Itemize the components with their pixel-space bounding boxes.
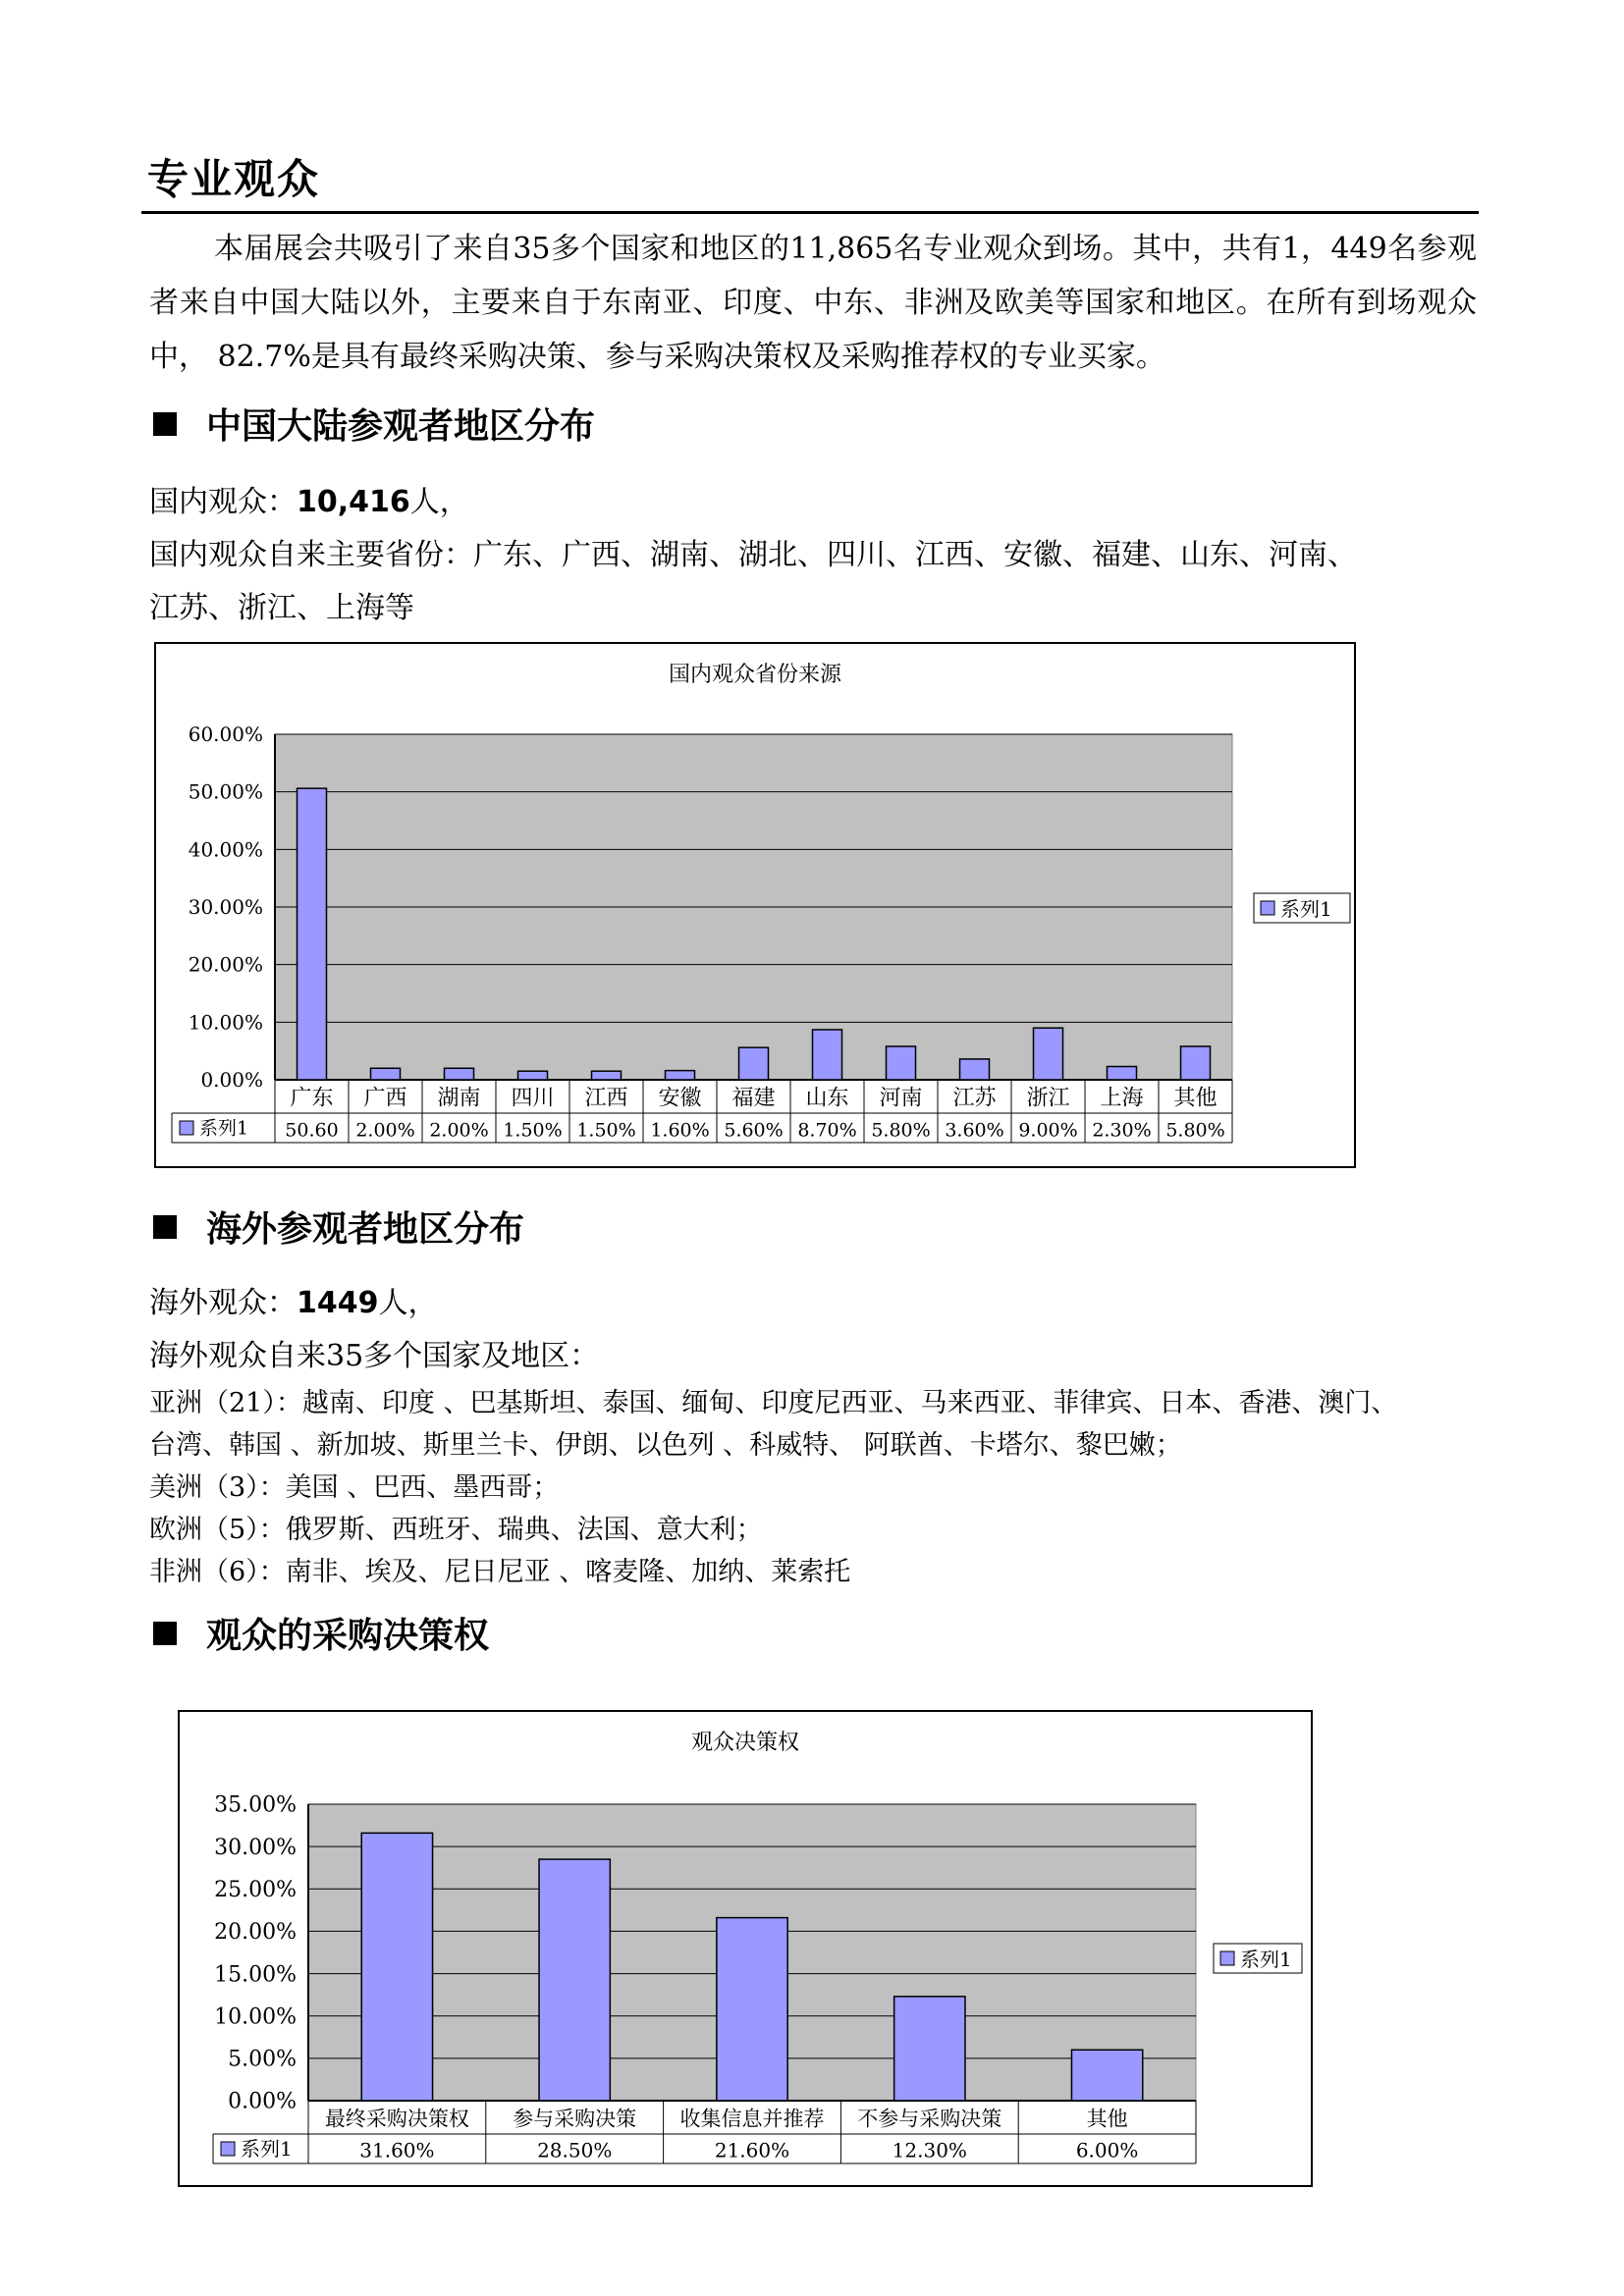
bar (539, 1859, 610, 2101)
bar (445, 1068, 474, 1080)
table-legend-key (221, 2142, 235, 2156)
y-tick-label: 25.00% (214, 1877, 297, 1902)
decision-chart-svg (180, 1712, 1311, 2185)
bullet-square-icon (153, 412, 177, 436)
x-tick-label: 江苏 (952, 1086, 997, 1111)
data-label: 31.60% (359, 2138, 435, 2163)
bar (298, 788, 327, 1080)
y-tick-label: 60.00% (188, 722, 263, 746)
chart-title: 国内观众省份来源 (668, 663, 842, 687)
overseas-countries-intro: 海外观众自来35多个国家及地区： (149, 1339, 600, 1373)
overseas-count: 海外观众：1449人， (149, 1286, 438, 1320)
domestic-chart-svg (156, 644, 1354, 1166)
table-legend-key (180, 1121, 193, 1135)
data-label: 6.00% (1075, 2138, 1139, 2163)
x-tick-label: 安徽 (658, 1086, 702, 1111)
data-label: 1.50% (576, 1119, 636, 1142)
legend-key (1220, 1951, 1234, 1965)
y-tick-label: 10.00% (188, 1010, 263, 1035)
data-label: 12.30% (892, 2138, 967, 2163)
domestic-province-chart (154, 642, 1356, 1168)
overseas-asia-line1: 亚洲（21）：越南、印度 、巴基斯坦、泰国、缅甸、印度尼西亚、马来西亚、菲律宾、日本、香港、澳门、 (149, 1388, 1398, 1418)
bar (894, 1997, 965, 2101)
y-tick-label: 35.00% (214, 1792, 297, 1818)
x-tick-label: 四川 (511, 1086, 555, 1111)
overseas-asia-line2: 台湾、韩国 、新加坡、斯里兰卡、伊朗、以色列 、科威特、 阿联酋、卡塔尔、黎巴嫩； (149, 1430, 1182, 1461)
x-tick-label: 河南 (879, 1086, 923, 1111)
domestic-provinces-line2: 江苏、浙江、上海等 (149, 591, 414, 625)
y-tick-label: 0.00% (200, 1068, 263, 1092)
bar (666, 1071, 695, 1080)
data-label: 50.60 (285, 1119, 339, 1142)
legend-label: 系列1 (1280, 897, 1332, 921)
bar (887, 1046, 916, 1080)
domestic-provinces-line1: 国内观众自来主要省份：广东、广西、湖南、湖北、四川、江西、安徽、福建、山东、河南、 (149, 538, 1357, 572)
bar (739, 1047, 769, 1080)
y-tick-label: 0.00% (228, 2089, 297, 2114)
table-series-name: 系列1 (241, 2137, 293, 2161)
x-tick-label: 不参与采购决策 (857, 2107, 1002, 2131)
x-tick-label: 浙江 (1026, 1086, 1070, 1111)
bar (592, 1071, 622, 1080)
y-tick-label: 50.00% (188, 779, 263, 804)
y-tick-label: 5.00% (228, 2047, 297, 2072)
section-heading-overseas (153, 1201, 524, 1252)
bar (1034, 1028, 1063, 1080)
overseas-count-value: 1449 (297, 1286, 379, 1320)
overseas-europe: 欧洲（5）：俄罗斯、西班牙、瑞典、法国、意大利； (149, 1515, 763, 1545)
domestic-count: 国内观众：10,416人， (149, 485, 469, 519)
decision-heading-text: 观众的采购决策权 (206, 1616, 490, 1656)
bar (1108, 1067, 1137, 1080)
x-tick-label: 福建 (731, 1086, 776, 1111)
x-tick-label: 其他 (1086, 2107, 1128, 2131)
y-tick-label: 40.00% (188, 837, 263, 862)
domestic-count-value: 10,416 (297, 485, 410, 519)
data-label: 1.60% (650, 1119, 710, 1142)
bar (361, 1833, 432, 2101)
bar (960, 1059, 990, 1080)
section-heading-decision (153, 1608, 489, 1658)
overseas-africa: 非洲（6）：南非、埃及、尼日尼亚 、喀麦隆、加纳、莱索托 (149, 1557, 851, 1587)
bar (717, 1918, 787, 2101)
overseas-america: 美洲（3）：美国 、巴西、墨西哥； (149, 1472, 560, 1503)
x-tick-label: 上海 (1100, 1086, 1144, 1111)
domestic-heading-text: 中国大陆参观者地区分布 (206, 406, 596, 447)
bar (1181, 1046, 1211, 1080)
chart-title: 观众决策权 (690, 1731, 800, 1755)
x-tick-label: 其他 (1173, 1086, 1218, 1111)
decision-power-chart (178, 1710, 1313, 2187)
data-label: 9.00% (1018, 1119, 1078, 1142)
y-tick-label: 30.00% (214, 1835, 297, 1860)
bullet-square-icon (153, 1215, 177, 1239)
title-divider (141, 211, 1479, 214)
data-label: 2.00% (429, 1119, 489, 1142)
x-tick-label: 广东 (290, 1086, 334, 1111)
page-title: 专业观众 (147, 155, 321, 203)
bar (1071, 2050, 1142, 2101)
data-label: 28.50% (537, 2138, 613, 2163)
intro-paragraph: 本届展会共吸引了来自35多个国家和地区的11,865名专业观众到场。其中，共有1，449名参观者来自中国大陆以外，主要来自于东南亚、印度、中东、非洲及欧美等国家和地区。在所有到场观众中， 82.7%是具有最终采购决策、参与采购决策权及采购推荐权的专业买家。 (149, 232, 1477, 374)
y-tick-label: 15.00% (214, 1962, 297, 1988)
data-label: 5.60% (724, 1119, 784, 1142)
data-label: 5.80% (871, 1119, 931, 1142)
bullet-square-icon (153, 1622, 177, 1645)
x-tick-label: 湖南 (437, 1086, 481, 1111)
bar (518, 1071, 548, 1080)
data-label: 2.30% (1092, 1119, 1152, 1142)
x-tick-label: 江西 (584, 1086, 628, 1111)
bar (813, 1030, 842, 1080)
data-label: 2.00% (355, 1119, 415, 1142)
y-tick-label: 20.00% (188, 952, 263, 977)
y-tick-label: 20.00% (214, 1920, 297, 1946)
section-heading-domestic (153, 399, 595, 449)
data-label: 5.80% (1165, 1119, 1225, 1142)
bar (371, 1068, 401, 1080)
data-label: 3.60% (945, 1119, 1004, 1142)
x-tick-label: 收集信息并推荐 (679, 2107, 825, 2131)
x-tick-label: 广西 (363, 1086, 407, 1111)
y-tick-label: 30.00% (188, 895, 263, 919)
y-tick-label: 10.00% (214, 2004, 297, 2030)
legend-label: 系列1 (1240, 1948, 1292, 1971)
data-label: 21.60% (714, 2138, 790, 2163)
data-label: 1.50% (503, 1119, 563, 1142)
legend-key (1261, 901, 1274, 915)
x-tick-label: 山东 (805, 1086, 849, 1111)
table-series-name: 系列1 (199, 1117, 249, 1140)
data-label: 8.70% (797, 1119, 857, 1142)
x-tick-label: 参与采购决策 (513, 2107, 637, 2131)
overseas-heading-text: 海外参观者地区分布 (206, 1209, 525, 1250)
x-tick-label: 最终采购决策权 (324, 2107, 469, 2131)
